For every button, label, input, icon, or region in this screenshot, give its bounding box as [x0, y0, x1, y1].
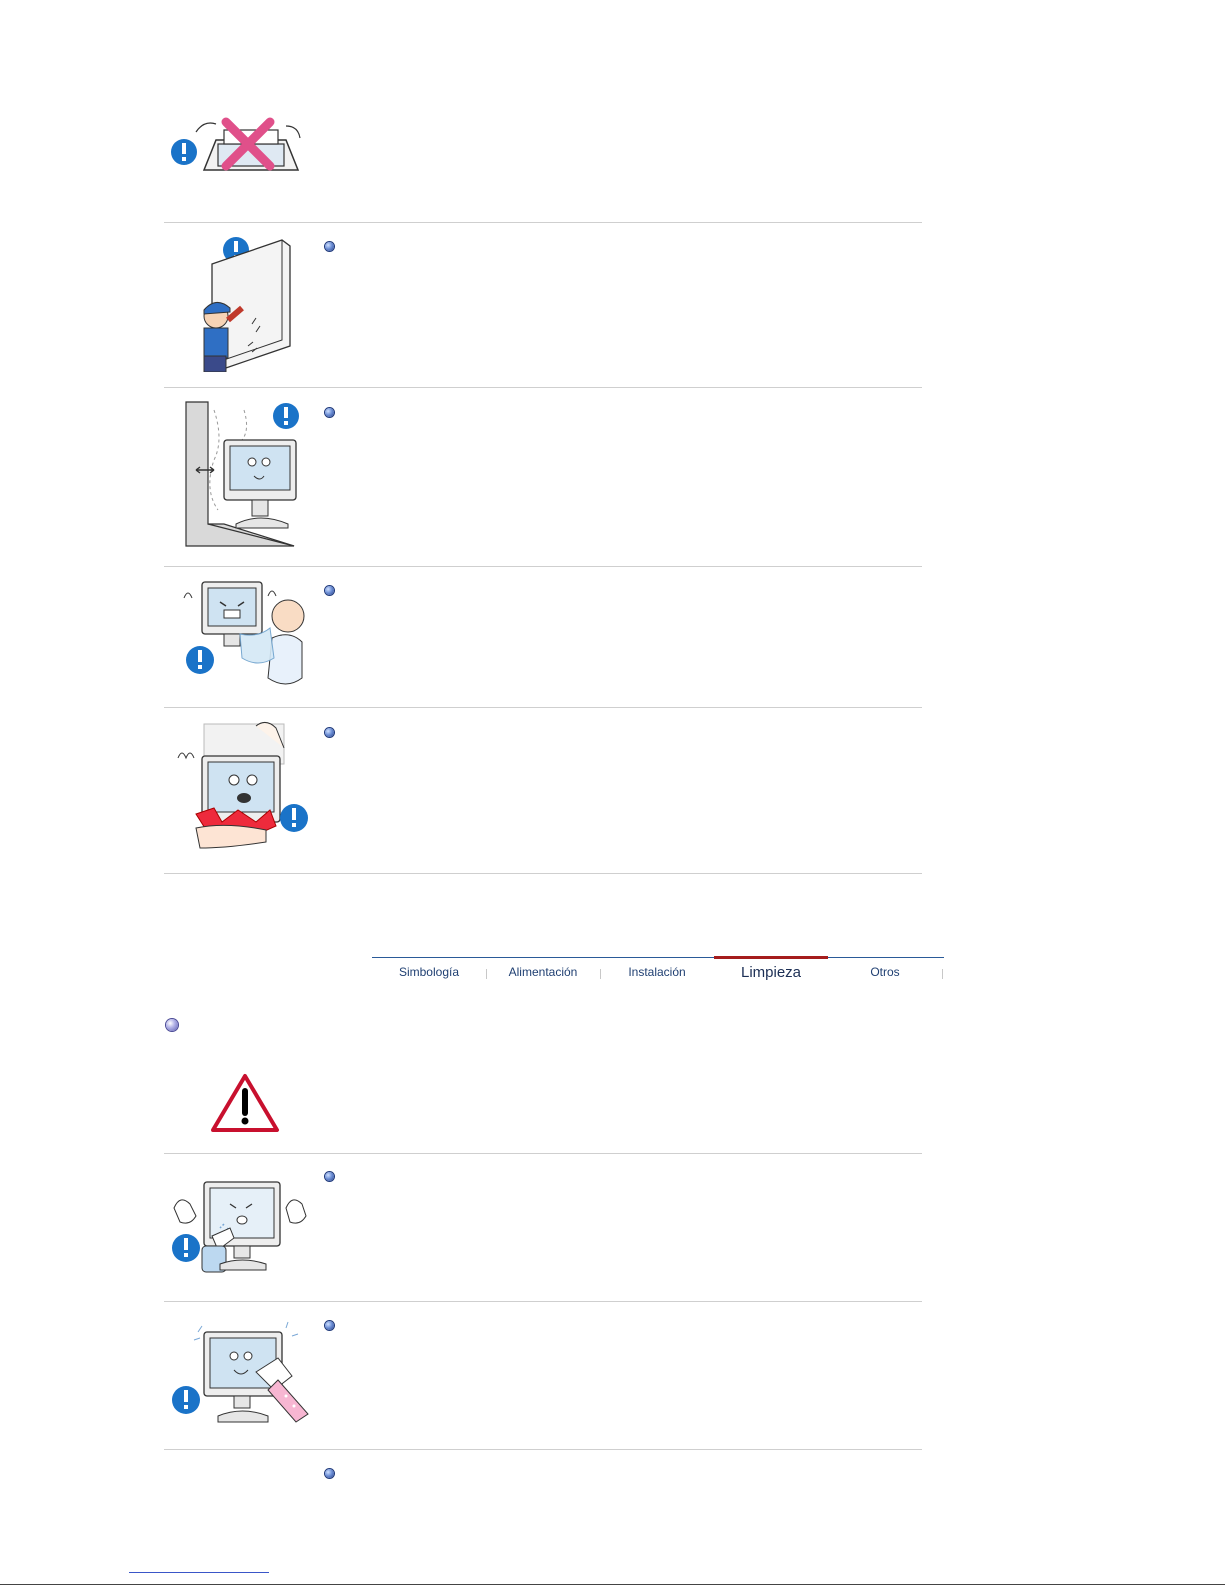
- ventilation-space-illustration: [184, 400, 300, 550]
- divider: [164, 1301, 922, 1302]
- divider: [164, 1153, 922, 1154]
- wall-mount-installation-illustration: [190, 234, 300, 372]
- divider: [164, 873, 922, 874]
- tab-alimentacion[interactable]: Alimentación: [508, 965, 578, 979]
- divider: [164, 566, 922, 567]
- keep-packaging-from-children-illustration: [170, 578, 308, 694]
- footer-link-underline[interactable]: [129, 1572, 269, 1573]
- list-bullet: [325, 728, 334, 737]
- section-tabs: [372, 957, 944, 985]
- list-bullet: [325, 1172, 334, 1181]
- tab-instalacion[interactable]: Instalación: [628, 965, 686, 979]
- list-bullet: [325, 1321, 334, 1330]
- divider: [164, 707, 922, 708]
- warning-triangle-icon: [210, 1073, 280, 1133]
- tab-limpieza[interactable]: Limpieza: [714, 957, 828, 985]
- divider: [164, 387, 922, 388]
- section-bullet-icon: [166, 1019, 178, 1031]
- do-not-place-objects-illustration: [166, 108, 306, 178]
- divider: [164, 1449, 922, 1450]
- tab-separator: [942, 969, 943, 979]
- wipe-with-soft-cloth-illustration: [168, 1318, 316, 1428]
- list-bullet: [325, 1469, 334, 1478]
- list-bullet: [325, 242, 334, 251]
- tab-otros[interactable]: Otros: [870, 965, 900, 979]
- place-monitor-carefully-illustration: [166, 718, 314, 856]
- list-bullet: [325, 408, 334, 417]
- tab-simbologia[interactable]: Simbología: [398, 965, 460, 979]
- list-bullet: [325, 586, 334, 595]
- divider: [164, 222, 922, 223]
- do-not-spray-screen-illustration: [168, 1178, 312, 1278]
